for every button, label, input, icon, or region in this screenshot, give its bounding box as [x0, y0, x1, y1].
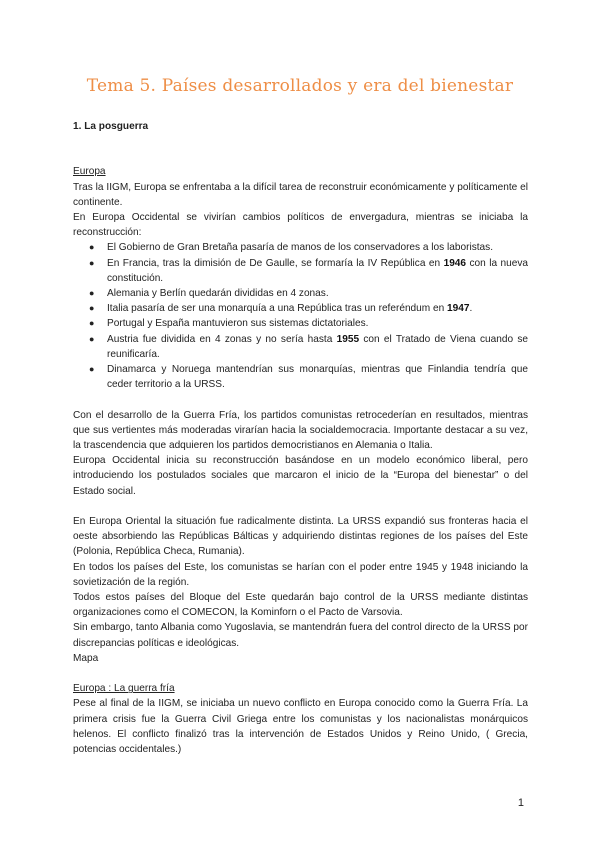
list-item: ● Italia pasaría de ser una monarquía a una República tras un referéndum en 1947. [87, 301, 528, 316]
list-item: ● El Gobierno de Gran Bretaña pasaría de manos de los conservadores a los laboristas. [87, 240, 528, 255]
paragraph: Pese al final de la IIGM, se iniciaba un nuevo conflicto en Europa conocido como la Guerra Fría. La primera crisis fue la Guerra Civil Griega entre los comunistas y los nacionalistas monárquicos helenos. El conflicto finalizó tras la intervención de Estados Unidos y Reino Unido, ( Grecia, potencias occidentales.) [73, 698, 528, 756]
paragraph: Todos estos países del Bloque del Este quedarán bajo control de la URSS mediante distintas organizaciones como el COMECON, la Kominforn o el Pacto de Varsovia. [73, 592, 528, 619]
list-item: ● Portugal y España mantuvieron sus sistemas dictatoriales. [87, 316, 528, 331]
map-label: Mapa [73, 652, 99, 664]
document-title: Tema 5. Países desarrollados y era del bienestar [86, 76, 514, 96]
paragraph: Tras la IIGM, Europa se enfrentaba a la difícil tarea de reconstruir económicamente y políticamente el continente. [73, 181, 528, 208]
list-item: ● Alemania y Berlín quedarán divididas en 4 zonas. [87, 286, 528, 301]
subheading-europa: Europa [73, 166, 106, 178]
list-item: ● En Francia, tras la dimisión de De Gaulle, se formaría la IV República en 1946 con la nueva constitución. [89, 257, 529, 284]
paragraph: En todos los países del Este, los comunistas se harían con el poder entre 1945 y 1948 iniciando la sovietización de la región. [73, 561, 528, 588]
document-body [73, 119, 528, 757]
bullet-icon: ● [89, 242, 95, 253]
bullet-icon: ● [89, 318, 95, 329]
page-number: 1 [517, 797, 524, 809]
paragraph: En Europa Oriental la situación fue radicalmente distinta. La URSS expandió sus fronteras hacia el oeste absorbiendo las Repúblicas Bálticas y adquiriendo distintas regiones de los países del Este (Polonia, República Checa, Rumania). [73, 516, 528, 558]
bullet-icon: ● [89, 288, 95, 299]
list-item: ● Austria fue dividida en 4 zonas y no sería hasta 1955 con el Tratado de Viena cuando se reunificaría. [89, 333, 528, 360]
list-item: ● Dinamarca y Noruega mantendrían sus monarquías, mientras que Finlandia tendría que ceder territorio a la URSS. [89, 364, 528, 391]
paragraph: Con el desarrollo de la Guerra Fría, los partidos comunistas retrocederían en resultados, mientras que sus vertientes más moderadas virarían hacia la socialdemocracia. Importante destacar a su vez, la trascendencia que adquieren los partidos democristianos en Alemania o Italia. [73, 409, 528, 452]
section-heading: 1. La posguerra [73, 121, 149, 132]
bullet-icon: ● [89, 333, 95, 344]
bullet-icon: ● [89, 303, 95, 314]
bullet-icon: ● [89, 364, 95, 375]
bullet-list [73, 240, 528, 392]
subheading-guerra-fria: Europa : La guerra fría [73, 683, 175, 695]
paragraph: Europa Occidental inicia su reconstrucción basándose en un modelo económico liberal, pero introduciendo los postulados sociales que marcaron el inicio de la “Europa del bienestar” o del Estado social. [73, 455, 528, 497]
paragraph: Sin embargo, tanto Albania como Yugoslavia, se mantendrán fuera del control directo de la URSS por discrepancias políticas e ideológicas. [73, 622, 528, 649]
bullet-icon: ● [89, 257, 95, 268]
paragraph: En Europa Occidental se vivirían cambios políticos de envergadura, mientras se iniciaba la reconstrucción: [73, 212, 528, 239]
